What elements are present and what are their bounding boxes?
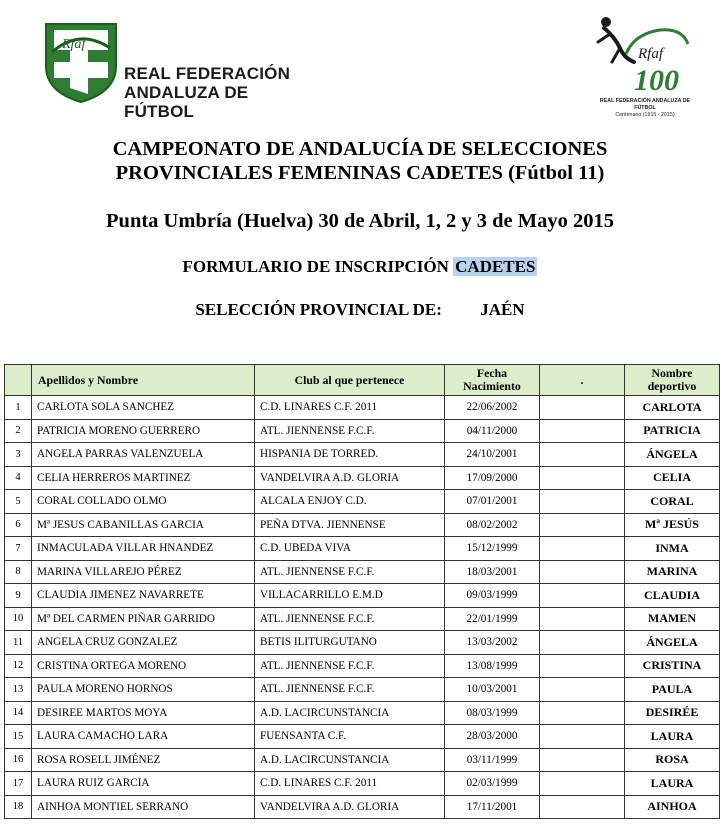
table-row	[5, 537, 720, 561]
player-name: ANGELA CRUZ GONZALEZ	[32, 631, 255, 655]
player-nickname: AINHOA	[625, 795, 720, 819]
player-birth-date: 08/02/2002	[445, 513, 540, 537]
championship-title-line2: PROVINCIALES FEMENINAS CADETES (Fútbol 11)	[115, 162, 605, 184]
row-number: 18	[5, 795, 32, 819]
player-club: C.D. LINARES C.F. 2011	[255, 772, 445, 796]
table-row	[5, 443, 720, 467]
player-club: FUENSANTA C.F.	[255, 725, 445, 749]
player-birth-date: 22/06/2002	[445, 396, 540, 420]
row-number: 8	[5, 560, 32, 584]
player-birth-date: 03/11/1999	[445, 748, 540, 772]
player-nickname: MARINA	[625, 560, 720, 584]
table-row	[5, 701, 720, 725]
federation-name	[124, 64, 320, 121]
player-birth-date: 17/11/2001	[445, 795, 540, 819]
player-blank	[540, 443, 625, 467]
player-club: ATL. JIENNENSE F.C.F.	[255, 654, 445, 678]
player-blank	[540, 396, 625, 420]
player-nickname: PAULA	[625, 678, 720, 702]
championship-title-line1: CAMPEONATO DE ANDALUCÍA DE SELECCIONES	[112, 138, 608, 160]
centenary-emblem-icon	[590, 14, 700, 98]
table-body	[5, 396, 720, 819]
player-birth-date: 17/09/2000	[445, 466, 540, 490]
table-row	[5, 678, 720, 702]
row-number: 16	[5, 748, 32, 772]
player-blank	[540, 701, 625, 725]
player-nickname: ÁNGELA	[625, 631, 720, 655]
player-blank	[540, 772, 625, 796]
player-nickname: CORAL	[625, 490, 720, 514]
player-name: CRISTINA ORTEGA MORENO	[32, 654, 255, 678]
table-row	[5, 584, 720, 608]
player-name: LAURA CAMACHO LARA	[32, 725, 255, 749]
player-blank	[540, 584, 625, 608]
row-number: 15	[5, 725, 32, 749]
player-name: Mª JESUS CABANILLAS GARCIA	[32, 513, 255, 537]
table-row	[5, 560, 720, 584]
venue-dates: Punta Umbría (Huelva) 30 de Abril, 1, 2 y 3 de Mayo 2015	[106, 210, 614, 232]
header-club: Club al que pertenece	[255, 365, 445, 396]
player-blank	[540, 537, 625, 561]
player-nickname: ROSA	[625, 748, 720, 772]
player-nickname: ÁNGELA	[625, 443, 720, 467]
table-row	[5, 772, 720, 796]
table-row	[5, 725, 720, 749]
player-blank	[540, 795, 625, 819]
player-birth-date: 18/03/2001	[445, 560, 540, 584]
row-number: 7	[5, 537, 32, 561]
player-blank	[540, 678, 625, 702]
row-number: 2	[5, 419, 32, 443]
player-name: AINHOA MONTIEL SERRANO	[32, 795, 255, 819]
table-header-row	[5, 365, 720, 396]
player-birth-date: 13/03/2002	[445, 631, 540, 655]
player-nickname: DESIRÉE	[625, 701, 720, 725]
player-birth-date: 13/08/1999	[445, 654, 540, 678]
row-number: 14	[5, 701, 32, 725]
player-club: VILLACARRILLO E.M.D	[255, 584, 445, 608]
header-number	[5, 365, 32, 396]
player-name: MARINA VILLAREJO PÉREZ	[32, 560, 255, 584]
row-number: 9	[5, 584, 32, 608]
table-row	[5, 607, 720, 631]
player-club: HISPANIA DE TORRED.	[255, 443, 445, 467]
player-blank	[540, 466, 625, 490]
player-club: ATL. JIENNENSE F.C.F.	[255, 560, 445, 584]
table-row	[5, 513, 720, 537]
federation-logo	[40, 18, 320, 121]
player-nickname: CARLOTA	[625, 396, 720, 420]
header-birth-line2: Nacimiento	[463, 379, 521, 393]
player-name: PATRICIA MORENO GUERRERO	[32, 419, 255, 443]
row-number: 6	[5, 513, 32, 537]
player-birth-date: 07/01/2001	[445, 490, 540, 514]
header-birth-date	[445, 365, 540, 396]
player-name: CELIA HERREROS MARTINEZ	[32, 466, 255, 490]
player-birth-date: 04/11/2000	[445, 419, 540, 443]
player-birth-date: 28/03/2000	[445, 725, 540, 749]
player-name: LAURA RUIZ GARCIA	[32, 772, 255, 796]
form-category-highlight[interactable]: CADETES	[455, 257, 536, 276]
player-blank	[540, 560, 625, 584]
player-nickname: CRISTINA	[625, 654, 720, 678]
player-blank	[540, 513, 625, 537]
player-club: ALCALA ENJOY C.D.	[255, 490, 445, 514]
svg-text:100: 100	[634, 64, 679, 97]
player-nickname: INMA	[625, 537, 720, 561]
row-number: 11	[5, 631, 32, 655]
player-nickname: CELIA	[625, 466, 720, 490]
header-blank: .	[540, 365, 625, 396]
row-number: 1	[5, 396, 32, 420]
centenary-caption-line1: REAL FEDERACIÓN ANDALUZA DE FÚTBOL	[599, 98, 691, 111]
player-nickname: MAMEN	[625, 607, 720, 631]
player-name: CLAUDIA JIMENEZ NAVARRETE	[32, 584, 255, 608]
selection-label: SELECCIÓN PROVINCIAL DE:	[195, 300, 442, 319]
svg-text:Rfaf: Rfaf	[62, 37, 86, 52]
table-row	[5, 654, 720, 678]
table-row	[5, 396, 720, 420]
player-name: CARLOTA SOLA SANCHEZ	[32, 396, 255, 420]
player-birth-date: 22/01/1999	[445, 607, 540, 631]
player-nickname: Mª JESÚS	[625, 513, 720, 537]
province-name: JAÉN	[480, 300, 525, 319]
federation-name-line1: REAL FEDERACIÓN	[124, 64, 291, 83]
header-name: Apellidos y Nombre	[32, 365, 255, 396]
provincial-selection	[0, 299, 720, 321]
player-birth-date: 02/03/1999	[445, 772, 540, 796]
player-name: INMACULADA VILLAR HNANDEZ	[32, 537, 255, 561]
shield-emblem-icon	[40, 18, 122, 104]
table-row	[5, 748, 720, 772]
player-blank	[540, 419, 625, 443]
player-club: ATL. JIENNENSE F.C.F.	[255, 678, 445, 702]
table-row	[5, 490, 720, 514]
player-blank	[540, 725, 625, 749]
player-blank	[540, 748, 625, 772]
player-blank	[540, 490, 625, 514]
player-nickname: CLAUDIA	[625, 584, 720, 608]
player-birth-date: 09/03/1999	[445, 584, 540, 608]
player-nickname: PATRICIA	[625, 419, 720, 443]
svg-text:Rfaf: Rfaf	[638, 46, 663, 62]
row-number: 4	[5, 466, 32, 490]
row-number: 3	[5, 443, 32, 467]
player-birth-date: 15/12/1999	[445, 537, 540, 561]
centenary-caption	[590, 98, 700, 119]
player-club: ATL. JIENNENSE F.C.F.	[255, 607, 445, 631]
registration-table	[4, 364, 720, 819]
player-club: A.D. LACIRCUNSTANCIA	[255, 701, 445, 725]
row-number: 12	[5, 654, 32, 678]
player-club: C.D. LINARES C.F. 2011	[255, 396, 445, 420]
player-blank	[540, 607, 625, 631]
player-club: C.D. UBEDA VIVA	[255, 537, 445, 561]
player-blank	[540, 631, 625, 655]
player-birth-date: 10/03/2001	[445, 678, 540, 702]
header-birth-line1: Fecha	[476, 366, 508, 380]
player-birth-date: 08/03/1999	[445, 701, 540, 725]
player-club: BETIS ILITURGUTANO	[255, 631, 445, 655]
header-nickname-line1: Nombre	[651, 366, 693, 380]
row-number: 17	[5, 772, 32, 796]
row-number: 10	[5, 607, 32, 631]
player-club: ATL. JIENNENSE F.C.F.	[255, 419, 445, 443]
player-name: CORAL COLLADO OLMO	[32, 490, 255, 514]
table-row	[5, 795, 720, 819]
header-nickname-line2: deportivo	[647, 379, 697, 393]
player-nickname: LAURA	[625, 772, 720, 796]
row-number: 13	[5, 678, 32, 702]
player-name: DESIREE MARTOS MOYA	[32, 701, 255, 725]
player-name: PAULA MORENO HORNOS	[32, 678, 255, 702]
player-name: Mª DEL CARMEN PIÑAR GARRIDO	[32, 607, 255, 631]
form-title	[0, 256, 720, 278]
table-row	[5, 466, 720, 490]
centenary-caption-line2: Centenario (1915 - 2015)	[615, 112, 675, 118]
player-name: ROSA ROSELL JIMÉNEZ	[32, 748, 255, 772]
player-blank	[540, 654, 625, 678]
header-nickname	[625, 365, 720, 396]
table-row	[5, 419, 720, 443]
player-nickname: LAURA	[625, 725, 720, 749]
centenary-logo	[590, 14, 700, 118]
championship-title	[0, 137, 720, 185]
row-number: 5	[5, 490, 32, 514]
federation-name-line2: ANDALUZA DE FÚTBOL	[124, 83, 249, 121]
player-club: VANDELVIRA A.D. GLORIA	[255, 466, 445, 490]
player-club: VANDELVIRA A.D. GLORIA	[255, 795, 445, 819]
table-row	[5, 631, 720, 655]
form-title-text: FORMULARIO DE INSCRIPCIÓN	[182, 257, 449, 276]
player-club: PEÑA DTVA. JIENNENSE	[255, 513, 445, 537]
player-club: A.D. LACIRCUNSTANCIA	[255, 748, 445, 772]
player-birth-date: 24/10/2001	[445, 443, 540, 467]
player-name: ANGELA PARRAS VALENZUELA	[32, 443, 255, 467]
